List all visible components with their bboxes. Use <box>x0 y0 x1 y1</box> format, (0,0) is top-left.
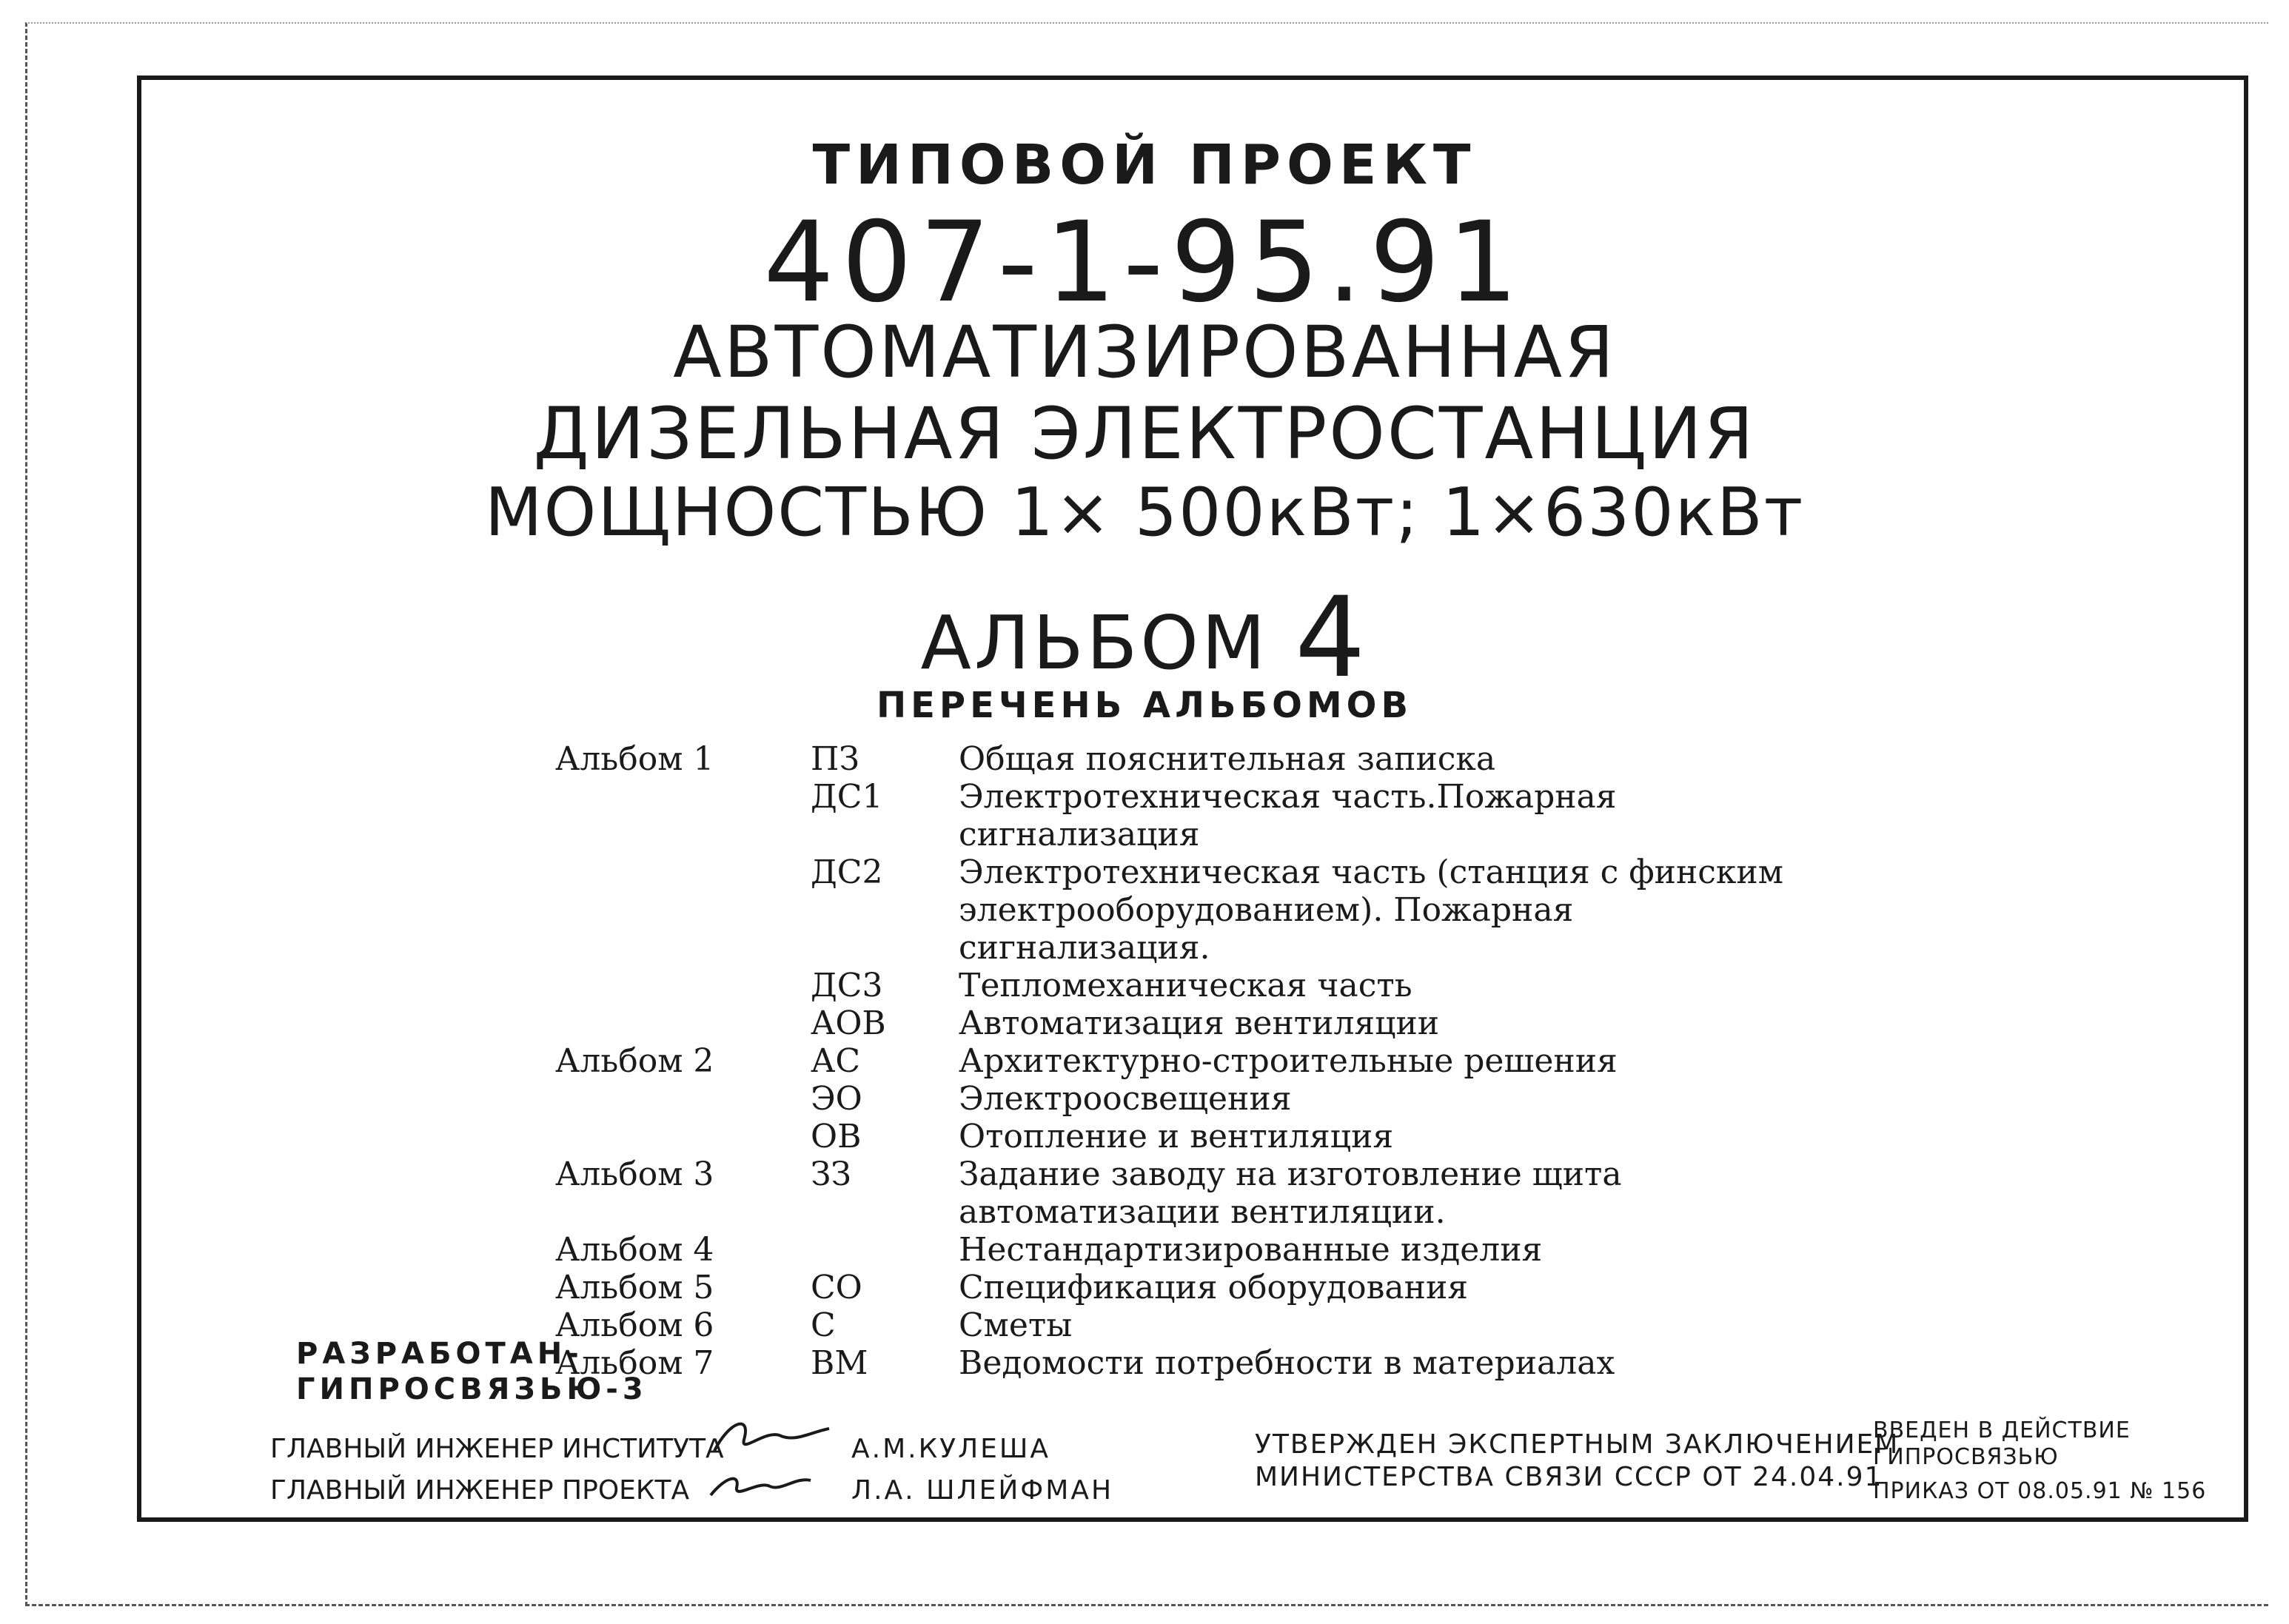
chief-engineer-project-name: Л.А. ШЛЕЙФМАН <box>851 1475 1114 1506</box>
chief-engineer-institute-label: ГЛАВНЫЙ ИНЖЕНЕР ИНСТИТУТА <box>270 1434 724 1464</box>
album-code: АОВ <box>811 1004 886 1042</box>
album-row <box>555 1231 1829 1269</box>
signature-labels <box>270 1429 724 1511</box>
album-description: Электроосвещения <box>959 1080 1292 1118</box>
album-row <box>555 1155 1829 1193</box>
chief-engineer-project-label: ГЛАВНЫЙ ИНЖЕНЕР ПРОЕКТА <box>270 1475 690 1506</box>
album-description: автоматизации вентиляции. <box>959 1193 1446 1231</box>
album-name: Альбом 2 <box>555 1042 714 1080</box>
album-name: Альбом 5 <box>555 1269 714 1306</box>
album-row <box>555 1306 1829 1344</box>
album-row <box>555 853 1829 891</box>
album-description: Тепломеханическая часть <box>959 967 1412 1004</box>
album-row <box>555 1004 1829 1042</box>
introduced-line-3: ПРИКАЗ ОТ 08.05.91 № 156 <box>1873 1478 2207 1504</box>
album-code <box>811 891 959 967</box>
album-code: ПЗ <box>811 740 859 778</box>
album-row <box>555 967 1829 1004</box>
album-code: ДС3 <box>811 967 883 1004</box>
albums-list-title: ПЕРЕЧЕНЬ АЛЬБОМОВ <box>876 685 1413 726</box>
album-description: Автоматизация вентиляции <box>959 1004 1440 1042</box>
album-name: Альбом 7 <box>555 1344 714 1382</box>
approval-line-2: МИНИСТЕРСТВА СВЯЗИ СССР ОТ 24.04.91 <box>1255 1462 1883 1492</box>
album-code: С <box>811 1306 836 1344</box>
album-code: ДС1 <box>811 778 883 816</box>
album-description: Отопление и вентиляция <box>959 1118 1394 1155</box>
introduced-line-2: ГИПРОСВЯЗЬЮ <box>1873 1444 2059 1470</box>
album-description: Архитектурно-строительные решения <box>959 1042 1618 1080</box>
album-row <box>555 1042 1829 1080</box>
album-row <box>555 778 1829 853</box>
album-row <box>555 1118 1829 1155</box>
title-line-2: ДИЗЕЛЬНАЯ ЭЛЕКТРОСТАНЦИЯ <box>533 392 1756 475</box>
album-name: Альбом 3 <box>555 1155 714 1193</box>
album-code: ЗЗ <box>811 1155 851 1193</box>
album-number: 4 <box>1295 574 1369 702</box>
introduced-block <box>1873 1417 2206 1505</box>
developer-line-2: ГИПРОСВЯЗЬЮ-3 <box>296 1372 648 1406</box>
album-description: электрооборудованием). Пожарная сигнализация. <box>959 891 1584 967</box>
chief-engineer-institute-name: А.М.КУЛЕША <box>851 1434 1051 1464</box>
album-row <box>555 891 1829 967</box>
album-code: ВМ <box>811 1344 868 1382</box>
album-name: Альбом 4 <box>555 1231 714 1269</box>
approval-line-1: УТВЕРЖДЕН ЭКСПЕРТНЫМ ЗАКЛЮЧЕНИЕМ <box>1255 1429 1900 1460</box>
album-description: Задание заводу на изготовление щита <box>959 1155 1622 1193</box>
project-number: 407-1-95.91 <box>763 198 1526 327</box>
album-name <box>555 1080 811 1118</box>
album-code: СО <box>811 1269 862 1306</box>
album-name <box>555 967 811 1004</box>
album-name <box>555 778 811 853</box>
album-row <box>555 740 1829 778</box>
album-label: АЛЬБОМ <box>920 600 1269 686</box>
album-description: Общая пояснительная записка <box>959 740 1496 778</box>
project-type: ТИПОВОЙ ПРОЕКТ <box>812 133 1477 197</box>
approval-block <box>1255 1429 1899 1494</box>
title-line-3: МОЩНОСТЬЮ 1× 500кВт; 1×630кВт <box>484 474 1805 551</box>
album-code: ОВ <box>811 1118 862 1155</box>
album-code <box>811 1193 959 1231</box>
album-name <box>555 1193 811 1231</box>
album-description: Электротехническая часть (станция с финским <box>959 853 1783 891</box>
album-code <box>811 1231 959 1269</box>
album-name: Альбом 6 <box>555 1306 714 1344</box>
albums-list <box>555 740 1829 1382</box>
album-name <box>555 1004 811 1042</box>
album-description: Электротехническая часть.Пожарная сигнализация <box>959 778 1627 853</box>
album-name: Альбом 1 <box>555 740 714 778</box>
developer-block <box>296 1336 648 1407</box>
handwritten-signatures <box>700 1406 848 1510</box>
album-code: ДС2 <box>811 853 883 891</box>
album-code: ЭО <box>811 1080 862 1118</box>
album-name <box>555 1118 811 1155</box>
album-name <box>555 891 811 967</box>
album-description: Сметы <box>959 1306 1073 1344</box>
album-row <box>555 1193 1829 1231</box>
album-description: Спецификация оборудования <box>959 1269 1469 1306</box>
album-name <box>555 853 811 891</box>
album-description: Ведомости потребности в материалах <box>959 1344 1615 1382</box>
album-row <box>555 1080 1829 1118</box>
album-description: Нестандартизированные изделия <box>959 1231 1543 1269</box>
introduced-line-1: ВВЕДЕН В ДЕЙСТВИЕ <box>1873 1417 2131 1443</box>
album-row <box>555 1269 1829 1306</box>
title-line-1: АВТОМАТИЗИРОВАННАЯ <box>673 311 1616 394</box>
album-row <box>555 1344 1829 1382</box>
album-code: АС <box>811 1042 860 1080</box>
signature-names <box>851 1429 1113 1511</box>
album-heading <box>0 574 2289 702</box>
developer-line-1: РАЗРАБОТАН- <box>296 1337 583 1371</box>
